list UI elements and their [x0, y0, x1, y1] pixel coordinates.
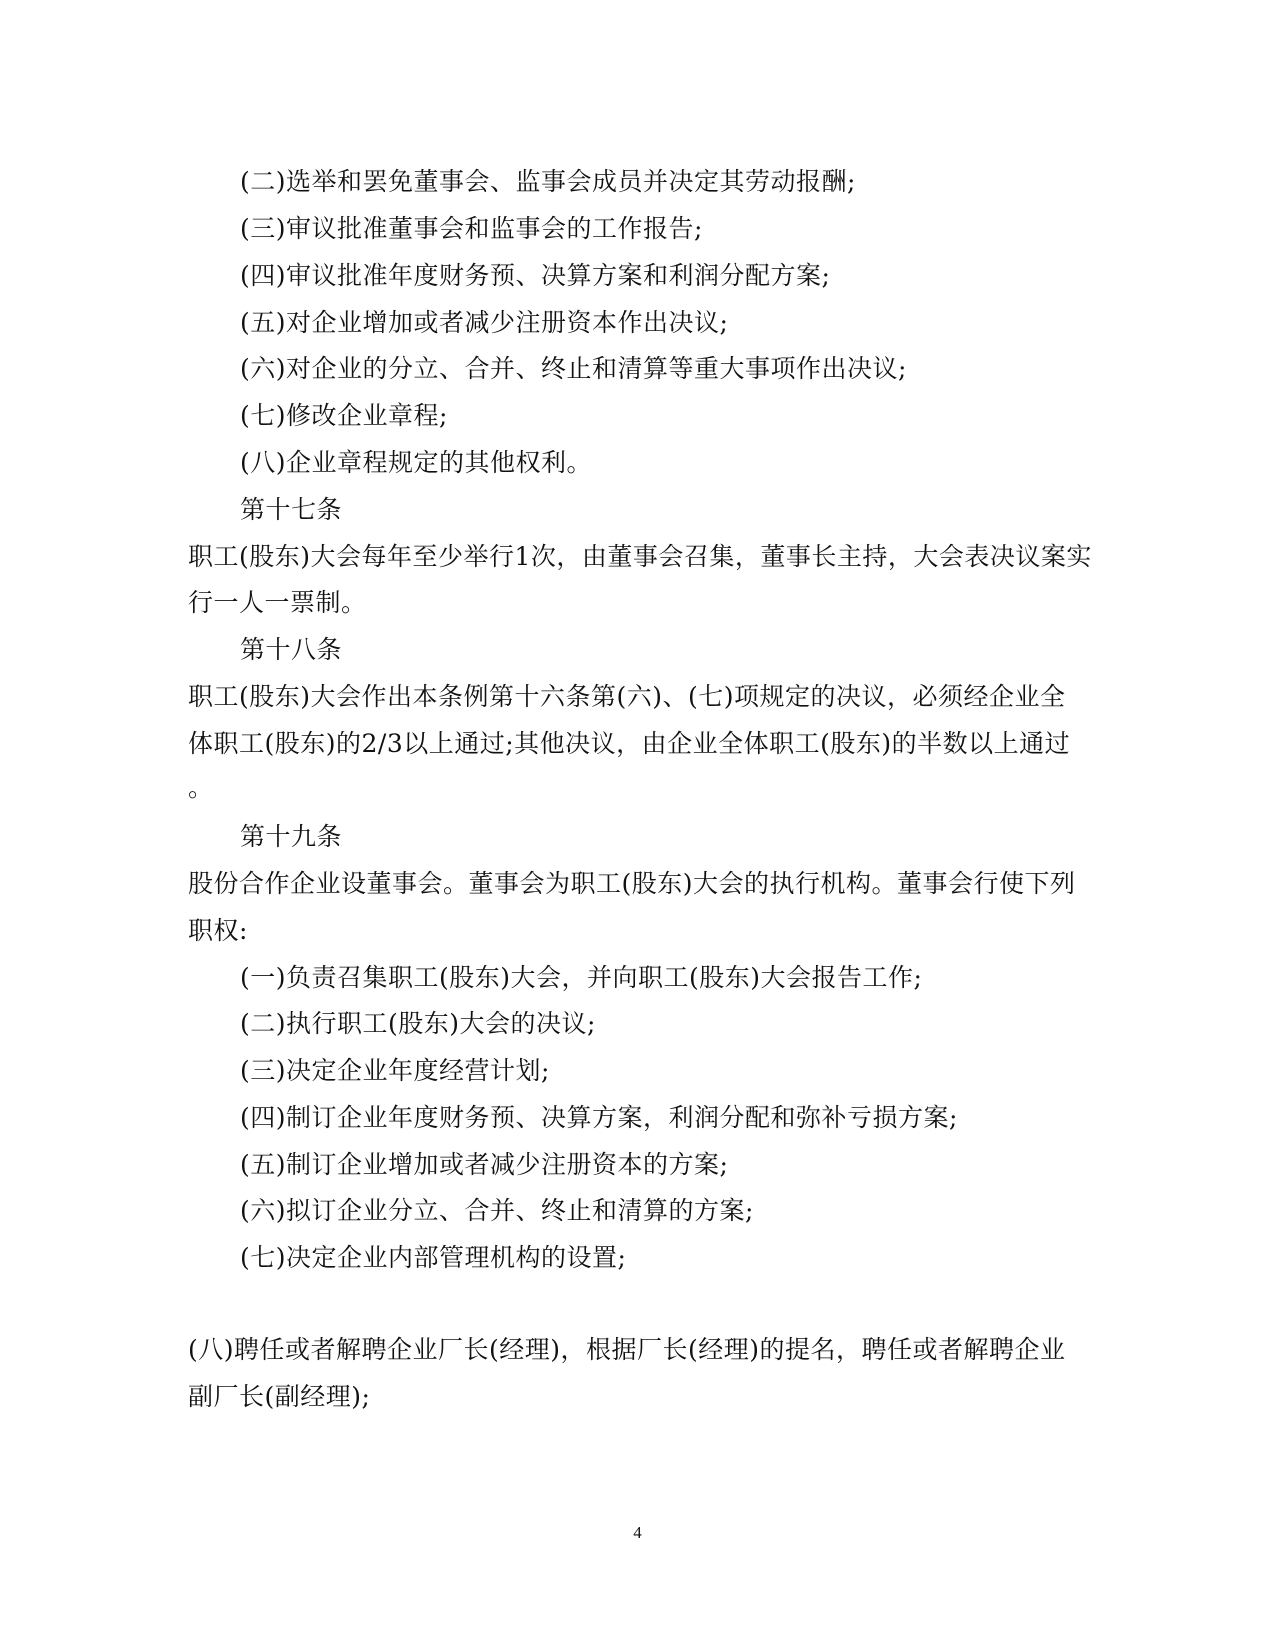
text-line: (七)修改企业章程;: [240, 401, 448, 430]
text-line: (八)聘任或者解聘企业厂长(经理)，根据厂长(经理)的提名，聘任或者解聘企业: [188, 1335, 1066, 1364]
text-line: (八)企业章程规定的其他权利。: [240, 448, 593, 477]
text-line: 股份合作企业设董事会。董事会为职工(股东)大会的执行机构。董事会行使下列: [188, 869, 1076, 898]
article-heading: 第十八条: [240, 635, 343, 664]
text-line: (五)制订企业增加或者减少注册资本的方案;: [240, 1150, 729, 1179]
text-line: (二)选举和罢免董事会、监事会成员并决定其劳动报酬;: [240, 167, 856, 196]
article-heading: 第十七条: [240, 495, 343, 524]
text-line: (六)对企业的分立、合并、终止和清算等重大事项作出决议;: [240, 354, 907, 383]
text-line: 职工(股东)大会每年至少举行1次，由董事会召集，董事长主持，大会表决议案实: [188, 542, 1092, 571]
text-line: (三)审议批准董事会和监事会的工作报告;: [240, 214, 703, 243]
text-line: (六)拟订企业分立、合并、终止和清算的方案;: [240, 1196, 754, 1225]
text-line: 体职工(股东)的2/3以上通过;其他决议，由企业全体职工(股东)的半数以上通过: [188, 729, 1071, 758]
article-heading: 第十九条: [240, 822, 343, 851]
page-number: 4: [633, 1523, 642, 1542]
text-line: 职工(股东)大会作出本条例第十六条第(六)、(七)项规定的决议，必须经企业全: [188, 682, 1066, 711]
text-line: (二)执行职工(股东)大会的决议;: [240, 1009, 596, 1038]
text-line: (五)对企业增加或者减少注册资本作出决议;: [240, 308, 729, 337]
text-line: (七)决定企业内部管理机构的设置;: [240, 1243, 627, 1272]
text-line: 。: [188, 773, 214, 802]
text-line: 职权:: [188, 916, 248, 945]
text-line: (四)制订企业年度财务预、决算方案，利润分配和弥补亏损方案;: [240, 1103, 958, 1132]
text-line: 副厂长(副经理);: [188, 1382, 371, 1411]
text-line: 行一人一票制。: [188, 588, 367, 617]
text-line: (一)负责召集职工(股东)大会，并向职工(股东)大会报告工作;: [240, 963, 923, 992]
text-line: (四)审议批准年度财务预、决算方案和利润分配方案;: [240, 261, 831, 290]
text-line: (三)决定企业年度经营计划;: [240, 1056, 550, 1085]
